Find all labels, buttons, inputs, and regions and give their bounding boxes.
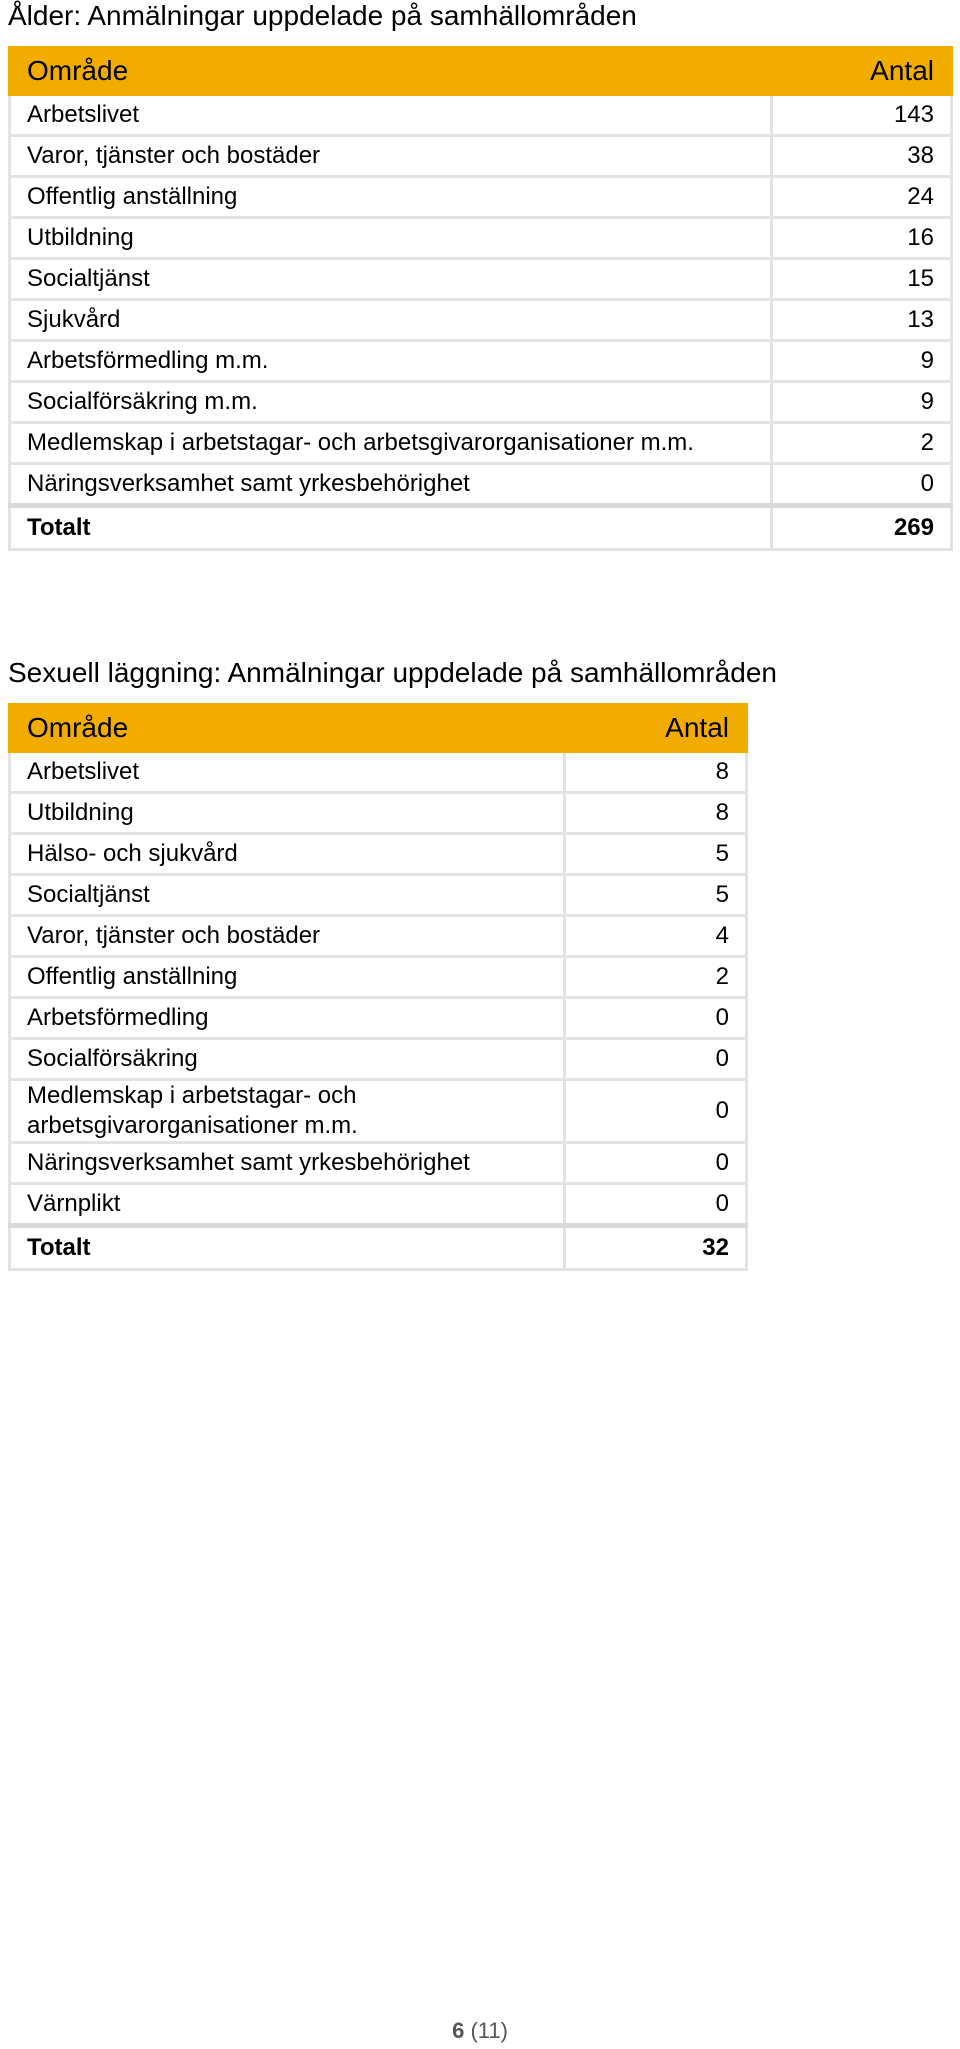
area-cell: Arbetsförmedling m.m. [10,341,772,382]
area-cell-line: arbetsgivarorganisationer m.m. [27,1112,358,1139]
area-cell: Utbildning [10,218,772,259]
table1-title: Ålder: Anmälningar uppdelade på samhällområden [8,0,637,31]
area-cell: Sjukvård [10,300,772,341]
count-cell: 0 [564,998,746,1039]
table-row [10,998,747,1039]
total-count: 32 [564,1226,746,1270]
count-cell: 9 [772,382,952,423]
total-label: Totalt [10,506,772,550]
area-cell: Socialförsäkring [10,1039,565,1080]
table-row [10,1184,747,1226]
count-cell: 16 [772,218,952,259]
column-header-count: Antal [772,48,952,95]
area-cell [10,1080,565,1143]
table-row [10,875,747,916]
table-row [10,793,747,834]
area-cell: Arbetslivet [10,95,772,136]
table-row [10,95,952,136]
area-cell: Socialtjänst [10,875,565,916]
count-cell: 143 [772,95,952,136]
count-cell: 2 [772,423,952,464]
age-area-table [8,46,953,551]
total-row [10,1226,747,1270]
table-row [10,1080,747,1143]
count-cell: 0 [564,1184,746,1226]
table-row [10,177,952,218]
count-cell: 0 [564,1039,746,1080]
area-cell: Offentlig anställning [10,177,772,218]
table-row [10,218,952,259]
count-cell: 0 [564,1080,746,1143]
area-cell: Medlemskap i arbetstagar- och arbetsgivarorganisationer m.m. [10,423,772,464]
area-cell: Värnplikt [10,1184,565,1226]
area-cell: Näringsverksamhet samt yrkesbehörighet [10,464,772,506]
area-cell-line: Medlemskap i arbetstagar- och [27,1082,357,1109]
column-header-area: Område [10,48,772,95]
count-cell: 0 [564,1143,746,1184]
area-cell: Varor, tjänster och bostäder [10,916,565,957]
area-cell: Hälso- och sjukvård [10,834,565,875]
table2-title: Sexuell läggning: Anmälningar uppdelade på samhällområden [8,657,777,688]
count-cell: 15 [772,259,952,300]
count-cell: 8 [564,793,746,834]
table-row [10,300,952,341]
table-row [10,464,952,506]
count-cell: 24 [772,177,952,218]
sexual-orientation-area-table [8,703,748,1271]
total-count: 269 [772,506,952,550]
area-cell: Offentlig anställning [10,957,565,998]
table-row [10,1039,747,1080]
page-number [0,2018,960,2044]
area-cell: Arbetslivet [10,752,565,793]
table-row [10,834,747,875]
table-row [10,1143,747,1184]
area-cell: Socialtjänst [10,259,772,300]
count-cell: 4 [564,916,746,957]
count-cell: 8 [564,752,746,793]
table-header-row [10,705,747,752]
count-cell: 0 [772,464,952,506]
count-cell: 38 [772,136,952,177]
table-row [10,259,952,300]
page-total: (11) [470,2018,508,2043]
area-cell: Utbildning [10,793,565,834]
column-header-area: Område [10,705,565,752]
area-cell: Socialförsäkring m.m. [10,382,772,423]
table-row [10,341,952,382]
table-row [10,423,952,464]
table-row [10,752,747,793]
table-row [10,957,747,998]
page-current: 6 [452,2018,465,2043]
table-header-row [10,48,952,95]
table-row [10,136,952,177]
table-row [10,916,747,957]
count-cell: 9 [772,341,952,382]
area-cell: Arbetsförmedling [10,998,565,1039]
count-cell: 13 [772,300,952,341]
count-cell: 2 [564,957,746,998]
total-row [10,506,952,550]
table-row [10,382,952,423]
area-cell: Näringsverksamhet samt yrkesbehörighet [10,1143,565,1184]
count-cell: 5 [564,834,746,875]
area-cell: Varor, tjänster och bostäder [10,136,772,177]
total-label: Totalt [10,1226,565,1270]
column-header-count: Antal [564,705,746,752]
count-cell: 5 [564,875,746,916]
